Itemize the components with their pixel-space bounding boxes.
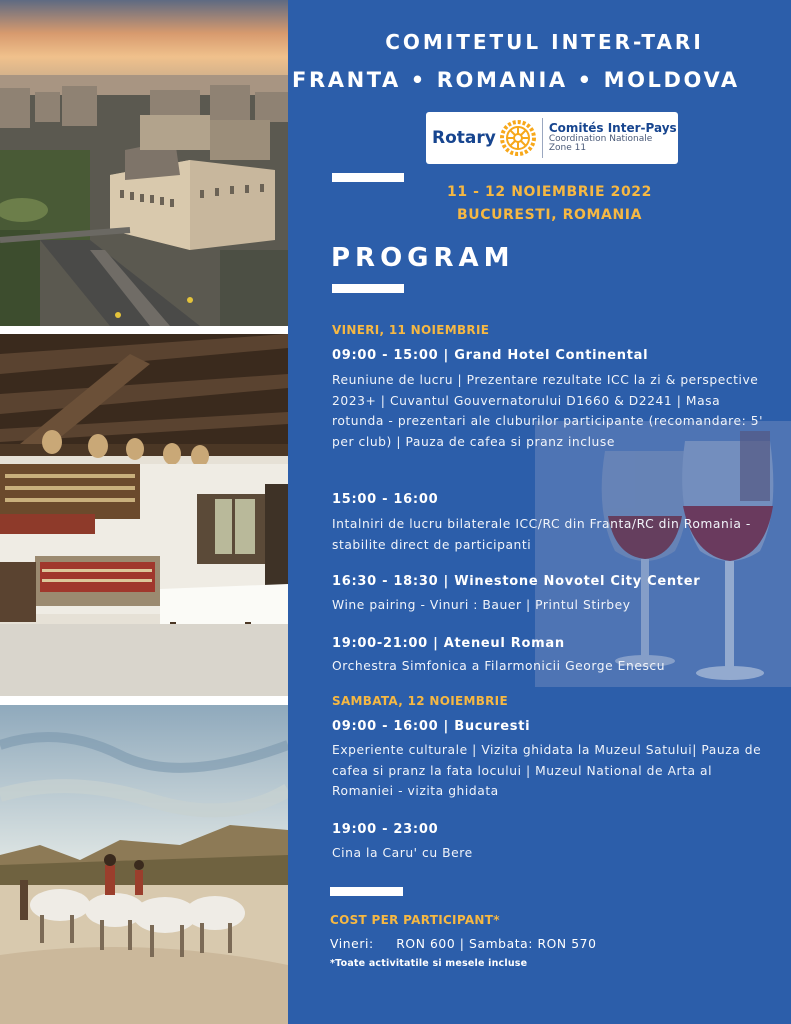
divider-bar (330, 887, 403, 896)
logo-line-2: Coordination Nationale (548, 133, 653, 144)
program-panel (288, 0, 791, 1024)
rotary-logo (426, 112, 678, 164)
city-aerial-photo (0, 0, 288, 326)
divider-bar (332, 173, 404, 182)
divider-bar (332, 284, 404, 293)
logo-line-3: Zone 11 (548, 143, 587, 154)
event-location: BUCURESTI, ROMANIA (456, 207, 643, 223)
photo-column (0, 0, 288, 1024)
logo-subtitle (549, 122, 677, 153)
event-title: 09:00 - 15:00 | Grand Hotel Continental (332, 348, 649, 363)
cost-prices: Vineri: RON 600 | Sambata: RON 570 (330, 937, 597, 951)
rotary-wheel-icon (500, 120, 536, 156)
event-title: 19:00 - 23:00 (332, 822, 439, 837)
event-description: Cina la Caru' cu Bere (332, 846, 473, 860)
cost-heading: COST PER PARTICIPANT* (330, 913, 500, 927)
event-description: Reuniune de lucru | Prezentare rezultate ICC la zi & perspective 2023+ | Cuvantul Gouvernatorului D1660 & D2241 | Masa rotunda - prezentari ale cluburilor participante (recomandare: 5' per club) | Pauza de cafea si pranz incluse (332, 373, 764, 449)
event-title: 16:30 - 18:30 | Winestone Novotel City Center (332, 574, 701, 589)
rotary-wordmark: Rotary (432, 128, 496, 148)
village-interior-photo (0, 334, 288, 696)
logo-line-1: Comités Inter-Pays (548, 121, 677, 136)
event-title: 09:00 - 16:00 | Bucuresti (332, 719, 531, 734)
cost-note: *Toate activitatile si mesele incluse (330, 958, 528, 969)
countries-title: FRANTA • ROMANIA • MOLDOVA (292, 68, 740, 92)
program-heading: PROGRAM (331, 243, 515, 273)
event-title: 19:00-21:00 | Ateneul Roman (332, 636, 565, 651)
event-dates: 11 - 12 NOIEMBRIE 2022 (447, 184, 652, 200)
day-label-friday: VINERI, 11 NOIEMBRIE (332, 323, 490, 337)
logo-divider (542, 118, 543, 158)
event-description: Wine pairing - Vinuri : Bauer | Printul Stirbey (332, 598, 631, 612)
day-label-saturday: SAMBATA, 12 NOIEMBRIE (332, 694, 508, 708)
event-title: 15:00 - 16:00 (332, 492, 439, 507)
event-description: Experiente culturale | Vizita ghidata la Muzeul Satului| Pauza de cafea si pranz la fata locului | Muzeul National de Arta al Romaniei - vizita ghidata (332, 743, 762, 799)
event-description: Intalniri de lucru bilaterale ICC/RC din Franta/RC din Romania - stabilite direct de participanti (332, 517, 751, 552)
committee-title: COMITETUL INTER-TARI (385, 30, 704, 54)
event-description: Orchestra Simfonica a Filarmonicii George Enescu (332, 659, 666, 673)
oxen-painting-photo (0, 705, 288, 1024)
